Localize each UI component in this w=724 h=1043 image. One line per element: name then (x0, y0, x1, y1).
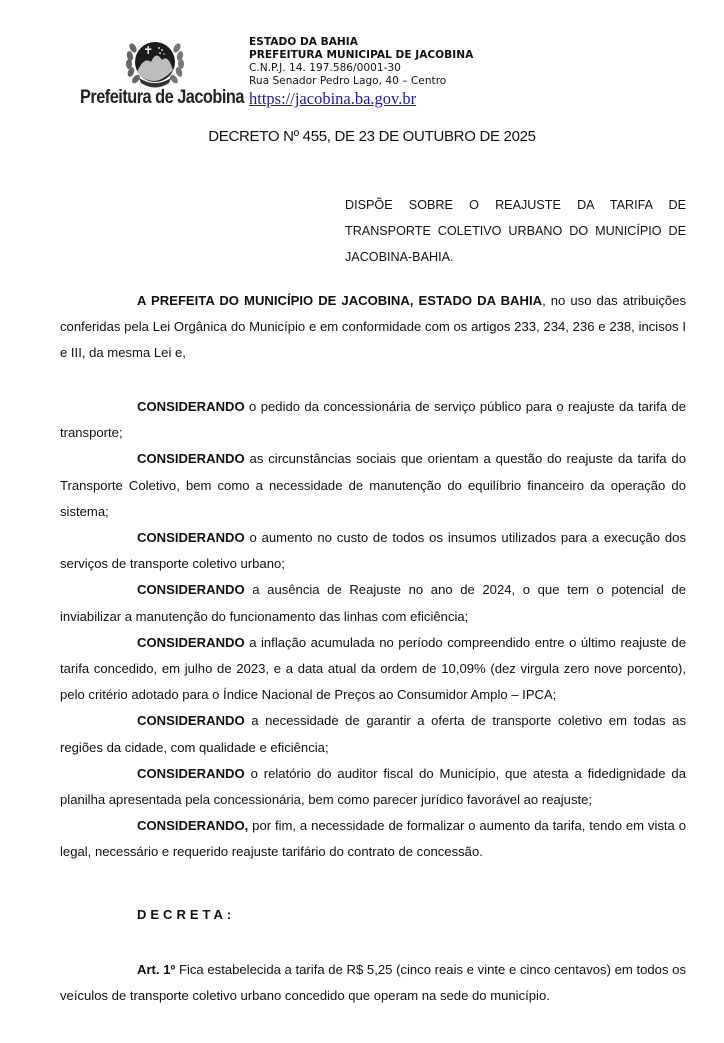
considerando-lead: CONSIDERANDO (137, 713, 245, 729)
considerando-text: o relatório do auditor fiscal do Município, que atesta a fidedignidade da planilha apresentada pela concessionária, bem como parecer jurídico favorável ao reajuste; (60, 765, 686, 808)
decree-title (0, 128, 724, 145)
considerando-text: a necessidade de garantir a oferta de transporte coletivo em todas as regiões da cidade, com qualidade e eficiência; (60, 713, 686, 755)
considerando-item (60, 394, 686, 446)
considerando-text: por fim, a necessidade de formalizar o aumento da tarifa, tendo em vista o legal, necessário e requerido reajuste tarifário do contrato de concessão. (60, 818, 686, 860)
considerando-lead: CONSIDERANDO (137, 451, 245, 467)
decree-title-text: DECRETO Nº 455, DE 23 DE OUTUBRO DE 2025 (208, 128, 536, 145)
considerando-lead: CONSIDERANDO, (137, 818, 249, 834)
article-label: Art. 1º (137, 962, 176, 977)
article-item (60, 957, 686, 1009)
considerando-item (60, 525, 686, 577)
state-name: ESTADO DA BAHIA (249, 36, 358, 48)
articles (60, 957, 686, 1009)
considerando-lead: CONSIDERANDO (137, 530, 245, 546)
considerando-text: o pedido da concessionária de serviço público para o reajuste da tarifa de transporte; (60, 399, 686, 441)
considerando-item (60, 446, 686, 525)
brand-name: Prefeitura de Jacobina (80, 87, 244, 108)
considerando-text: a ausência de Reajuste no ano de 2024, o que tem o potencial de inviabilizar a manutenção do funcionamento das linhas com eficiência; (60, 582, 686, 624)
considerando-text: o aumento no custo de todos os insumos utilizados para a execução dos serviços de transporte coletivo urbano; (60, 530, 686, 572)
address: Rua Senador Pedro Lago, 40 – Centro (249, 75, 447, 87)
considerando-lead: CONSIDERANDO (137, 634, 245, 650)
preamble (60, 288, 686, 367)
considerandos (60, 394, 686, 866)
letterhead-info (249, 36, 473, 88)
considerando-text: a inflação acumulada no período compreendido entre o último reajuste de tarifa concedido, em julho de 2023, e a data atual da ordem de 10,09% (dez virgula zero nove porcento), pelo critério adotado para o Índice Nacional de Preços ao Consumidor Amplo – IPCA; (60, 634, 686, 703)
considerando-item (60, 813, 686, 865)
considerando-lead: CONSIDERANDO (137, 582, 245, 598)
decreta-heading: DECRETA: (137, 907, 236, 922)
municipal-seal-icon (124, 34, 186, 92)
decree-summary: DISPÕE SOBRE O REAJUSTE DA TARIFA DE TRANSPORTE COLETIVO URBANO DO MUNICÍPIO DE JACOBINA-BAHIA. (345, 198, 686, 264)
considerando-item (60, 630, 686, 709)
preamble-authority: A PREFEITA DO MUNICÍPIO DE JACOBINA, ESTADO DA BAHIA (137, 293, 543, 308)
municipality-name: PREFEITURA MUNICIPAL DE JACOBINA (249, 49, 474, 61)
article-text: Fica estabelecida a tarifa de R$ 5,25 (cinco reais e vinte e cinco centavos) em todos os veículos de transporte coletivo urbano concedido que operam na sede do município. (60, 962, 686, 1004)
website-link[interactable]: https://jacobina.ba.gov.br (249, 89, 417, 108)
considerando-lead: CONSIDERANDO (137, 765, 245, 781)
considerando-text: as circunstâncias sociais que orientam a questão do reajuste da tarifa do Transporte Coletivo, bem como a necessidade de manutenção do equilíbrio financeiro da operação do sistema; (60, 451, 686, 519)
considerando-item (60, 761, 686, 813)
considerando-item (60, 708, 686, 760)
preamble-paragraph (60, 288, 686, 367)
cnpj: C.N.P.J. 14. 197.586/0001-30 (249, 62, 401, 74)
letterhead (80, 32, 520, 112)
considerando-lead: CONSIDERANDO (137, 399, 245, 414)
considerando-item (60, 577, 686, 629)
preamble-text: , no uso das atribuições conferidas pela Lei Orgânica do Município e em conformidade com os artigos 233, 234, 236 e 238, incisos I e III, da mesma Lei e, (60, 293, 687, 361)
